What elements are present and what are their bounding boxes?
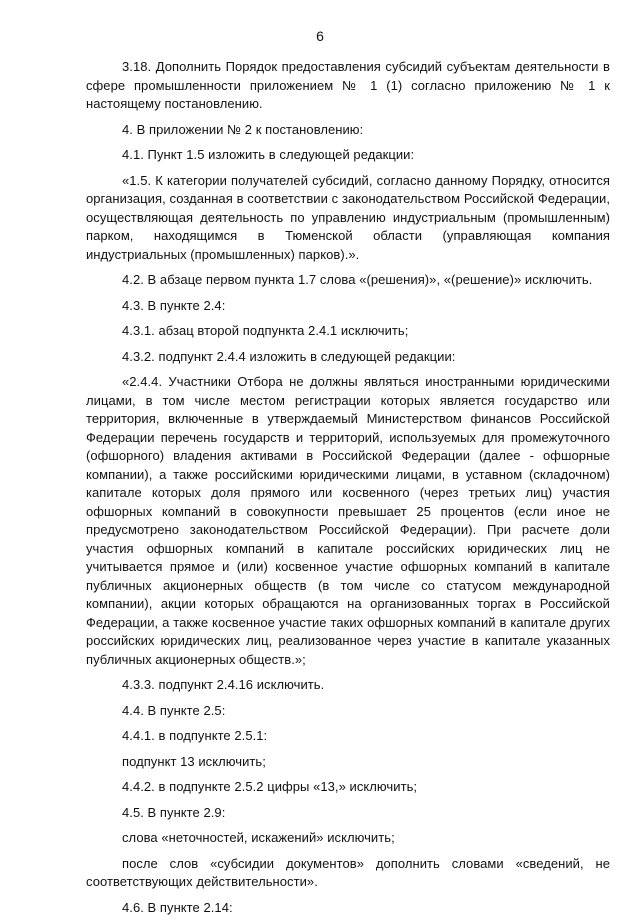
paragraph-4-2: 4.2. В абзаце первом пункта 1.7 слова «(решения)», «(решение)» исключить.	[122, 272, 593, 287]
paragraph-4-3: 4.3. В пункте 2.4:	[122, 297, 226, 313]
paragraph-3-18: 3.18. Дополнить Порядок предоставления субсидий субъектам деятельности в сфере промышленности приложением № 1 (1) согласно приложению № 1 к настоящему постановлению.	[86, 59, 610, 111]
paragraph-4-3-3: 4.3.3. подпункт 2.4.16 исключить.	[122, 677, 325, 692]
paragraph-4: 4. В приложении № 2 к постановлению:	[122, 121, 364, 137]
paragraph-4-3-2: 4.3.2. подпункт 2.4.4 изложить в следующей редакции:	[122, 348, 456, 364]
document-body	[86, 58, 610, 924]
paragraph-4-4-2: 4.4.2. в подпункте 2.5.2 цифры «13,» исключить;	[122, 779, 418, 794]
paragraph-4-5-addition: после слов «субсидии документов» дополнить словами «сведений, не соответствующих действительности».	[86, 855, 610, 889]
paragraph-4-5-words: слова «неточностей, искажений» исключить;	[122, 830, 395, 845]
page-number: 6	[316, 28, 324, 44]
paragraph-4-4: 4.4. В пункте 2.5:	[122, 702, 226, 718]
paragraph-4-4-1: 4.4.1. в подпункте 2.5.1:	[122, 728, 268, 743]
paragraph-4-1: 4.1. Пункт 1.5 изложить в следующей редакции:	[122, 147, 415, 162]
paragraph-4-3-1: 4.3.1. абзац второй подпункта 2.4.1 исключить;	[122, 323, 409, 338]
paragraph-2-4-4-quote: «2.4.4. Участники Отбора не должны являться иностранными юридическими лицами, в том числе местом регистрации которых является государство или территория, включенные в утверждаемый Министерством финансов Российской Федерации перечень государств и территорий, используемых для промежуточного (офшорного) владения активами в Российской Федерации (далее - офшорные компании), а также российскими юридическими лицами, в уставном (складочном) капитале которых доля прямого или косвенного (через третьих лиц) участия офшорных компаний в совокупности превышает 25 процентов (если иное не предусмотрено законодательством Российской Федерации). При расчете доли участия офшорных компаний в капитале российских юридических лиц не учитывается прямое и (или) косвенное участие офшорных компаний в капитале публичных акционерных обществ (в том числе со статусом международной компании), акции которых обращаются на организованных торгах в Российской Федерации, а также косвенное участие таких офшорных компаний в капитале других российских юридических лиц, реализованное через участие в капитале указанных публичных акционерных обществ.»;	[86, 374, 610, 667]
paragraph-4-1-quote: «1.5. К категории получателей субсидий, согласно данному Порядку, относится организация, созданная в соответствии с законодательством Российской Федерации, осуществляющая деятельность по управлению индустриальным (промышленным) парком, находящимся в Тюменской области (управляющая компания индустриальных (промышленных) парков).».	[86, 172, 610, 262]
paragraph-4-6: 4.6. В пункте 2.14:	[122, 899, 233, 915]
paragraph-4-5: 4.5. В пункте 2.9:	[122, 804, 226, 820]
paragraph-subitem-13: подпункт 13 исключить;	[122, 753, 266, 769]
